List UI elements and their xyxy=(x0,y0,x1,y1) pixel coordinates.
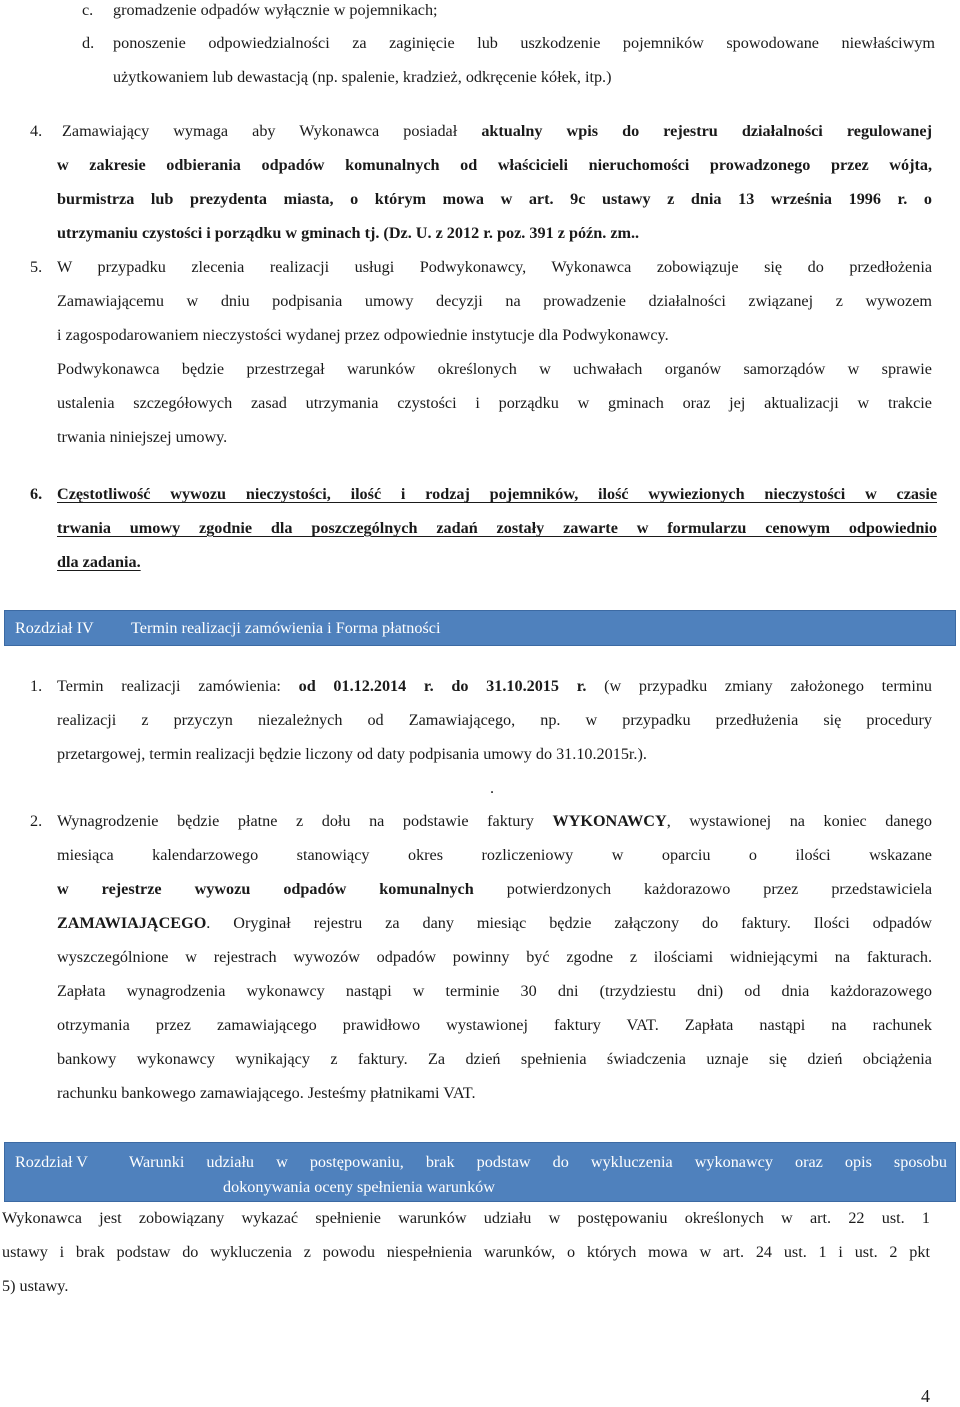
section-5-title-line2: dokonywania oceny spełnienia warunków xyxy=(223,1178,495,1196)
section-5-title-line1: Warunki udziału w postępowaniu, brak podstaw do wykluczenia wykonawcy oraz opis sposobu xyxy=(129,1153,947,1171)
item-5-line2: Zamawiającemu w dniu podpisania umowy decyzji na prowadzenie działalności związanej z wywozem xyxy=(57,292,932,310)
s4-item-1-number: 1. xyxy=(30,677,43,695)
list-item-d-line1: ponoszenie odpowiedzialności za zaginięcie lub uszkodzenie pojemników spowodowane niewłaściwym xyxy=(113,34,935,52)
item-5-number: 5. xyxy=(30,258,43,276)
s4-item-2-line1 xyxy=(57,811,932,831)
s4-item-2-line2: miesiąca kalendarzowego stanowiący okres rozliczeniowy w oparciu o ilości wskazane xyxy=(57,846,932,864)
s4-item-2-line3-bold: w rejestrze wywozu odpadów komunalnych xyxy=(57,880,474,898)
item-6-line1: Częstotliwość wywozu nieczystości, ilość i rodzaj pojemników, ilość wywiezionych nieczystości w czasie xyxy=(57,485,937,503)
item-5-line6: trwania niniejszej umowy. xyxy=(57,428,228,446)
item-4-line1 xyxy=(62,121,932,141)
item-4-line1-normal: Zamawiający wymaga aby Wykonawca posiadał xyxy=(62,122,458,140)
s4-item-2-line3 xyxy=(57,879,932,899)
item-6-line2: trwania umowy zgodnie dla poszczególnych zadań zostały zawarte w formularzu cenowym odpowiednio xyxy=(57,519,937,537)
s4-item-1-line1-b: (w przypadku zmiany założonego terminu xyxy=(604,677,933,695)
s4-item-2-line1-bold: WYKONAWCY xyxy=(552,812,667,830)
item-5-line5: ustalenia szczegółowych zasad utrzymania czystości i porządku w gminach oraz jej aktualizacji w trakcie xyxy=(57,394,932,412)
list-marker-d: d. xyxy=(82,34,95,52)
s4-item-2-line7: otrzymania przez zamawiającego prawidłowo wystawionej faktury VAT. Zapłata nastąpi na rachunek xyxy=(57,1016,932,1034)
item-6-number: 6. xyxy=(30,485,43,503)
list-item-c: gromadzenie odpadów wyłącznie w pojemnikach; xyxy=(113,1,438,19)
s5-para-line3: 5) ustawy. xyxy=(2,1277,69,1295)
s4-item-2-line4-b: . Oryginał rejestru za dany miesiąc będzie załączony do faktury. Ilości odpadów xyxy=(206,914,932,932)
s4-item-1-line2: realizacji z przyczyn niezależnych od Zamawiającego, np. w przypadku przedłużenia się procedury xyxy=(57,711,932,729)
s4-item-1-line3: przetargowej, termin realizacji będzie liczony od daty podpisania umowy do 31.10.2015r.). xyxy=(57,745,647,763)
s4-item-2-line6: Zapłata wynagrodzenia wykonawcy nastąpi w terminie 30 dni (trzydziestu dni) od dnia każdorazowego xyxy=(57,982,932,1000)
s4-item-2-number: 2. xyxy=(30,812,43,830)
item-4-number: 4. xyxy=(30,122,43,140)
section-4-label: Rozdział IV xyxy=(15,619,94,637)
item-4-line2: w zakresie odbierania odpadów komunalnych od właścicieli nieruchomości prowadzonego przez wójta, xyxy=(57,156,932,174)
item-5-line4: Podwykonawca będzie przestrzegał warunków określonych w uchwałach organów samorządów w sprawie xyxy=(57,360,932,378)
s4-item-2-line1-b: , wystawionej na koniec danego xyxy=(666,812,932,830)
s4-item-2-line4-bold: ZAMAWIAJĄCEGO xyxy=(57,914,207,932)
page-number: 4 xyxy=(921,1386,930,1406)
s4-item-2-line3-b: potwierdzonych każdorazowo przez przedstawiciela xyxy=(506,880,932,898)
s4-item-1-line1-a: Termin realizacji zamówienia: xyxy=(57,677,281,695)
item-4-line3: burmistrza lub prezydenta miasta, o którym mowa w art. 9c ustawy z dnia 13 września 1996 r. o xyxy=(57,190,932,208)
item-6-line3: dla zadania. xyxy=(57,553,141,571)
s5-para-line1: Wykonawca jest zobowiązany wykazać spełnienie warunków udziału w postępowaniu określonych w art. 22 ust. 1 xyxy=(2,1209,930,1227)
section-5-header xyxy=(4,1142,956,1202)
section-4-title: Termin realizacji zamówienia i Forma płatności xyxy=(131,619,441,637)
s5-para-line2: ustawy i brak podstaw do wykluczenia z powodu niespełnienia warunków, o których mowa w art. 24 ust. 1 i ust. 2 pkt xyxy=(2,1243,930,1261)
list-item-d-line2: użytkowaniem lub dewastacją (np. spalenie, kradzież, odkręcenie kółek, itp.) xyxy=(113,68,612,86)
s4-item-2-line8: bankowy wykonawcy wynikający z faktury. Za dzień spełnienia świadczenia uznaje się dzień obciążenia xyxy=(57,1050,932,1068)
s4-item-1-line1-bold: od 01.12.2014 r. do 31.10.2015 r. xyxy=(298,677,587,695)
s4-item-2-line9: rachunku bankowego zamawiającego. Jesteśmy płatnikami VAT. xyxy=(57,1084,476,1102)
s4-item-1-line1 xyxy=(57,676,932,696)
item-5-line1: W przypadku zlecenia realizacji usługi Podwykonawcy, Wykonawca zobowiązuje się do przedłożenia xyxy=(57,258,932,276)
section-5-label: Rozdział V xyxy=(15,1153,88,1171)
item-5-line3: i zagospodarowaniem nieczystości wydanej przez odpowiednie instytucje dla Podwykonawcy. xyxy=(57,326,669,344)
item-4-line4: utrzymaniu czystości i porządku w gminach tj. (Dz. U. z 2012 r. poz. 391 z późn. zm.. xyxy=(57,224,640,242)
s4-item-2-line4 xyxy=(57,913,932,933)
s4-item-2-line1-a: Wynagrodzenie będzie płatne z dołu na podstawie faktury xyxy=(57,812,534,830)
list-marker-c: c. xyxy=(82,1,94,19)
s4-item-2-line5: wyszczególnione w rejestrach wywozów odpadów powinny być zgodne z ilościami widniejącymi na fakturach. xyxy=(57,948,932,966)
section-4-header xyxy=(4,610,956,646)
s4-item-1-dot: . xyxy=(490,779,495,797)
item-4-line1-bold: aktualny wpis do rejestru działalności regulowanej xyxy=(481,122,932,140)
